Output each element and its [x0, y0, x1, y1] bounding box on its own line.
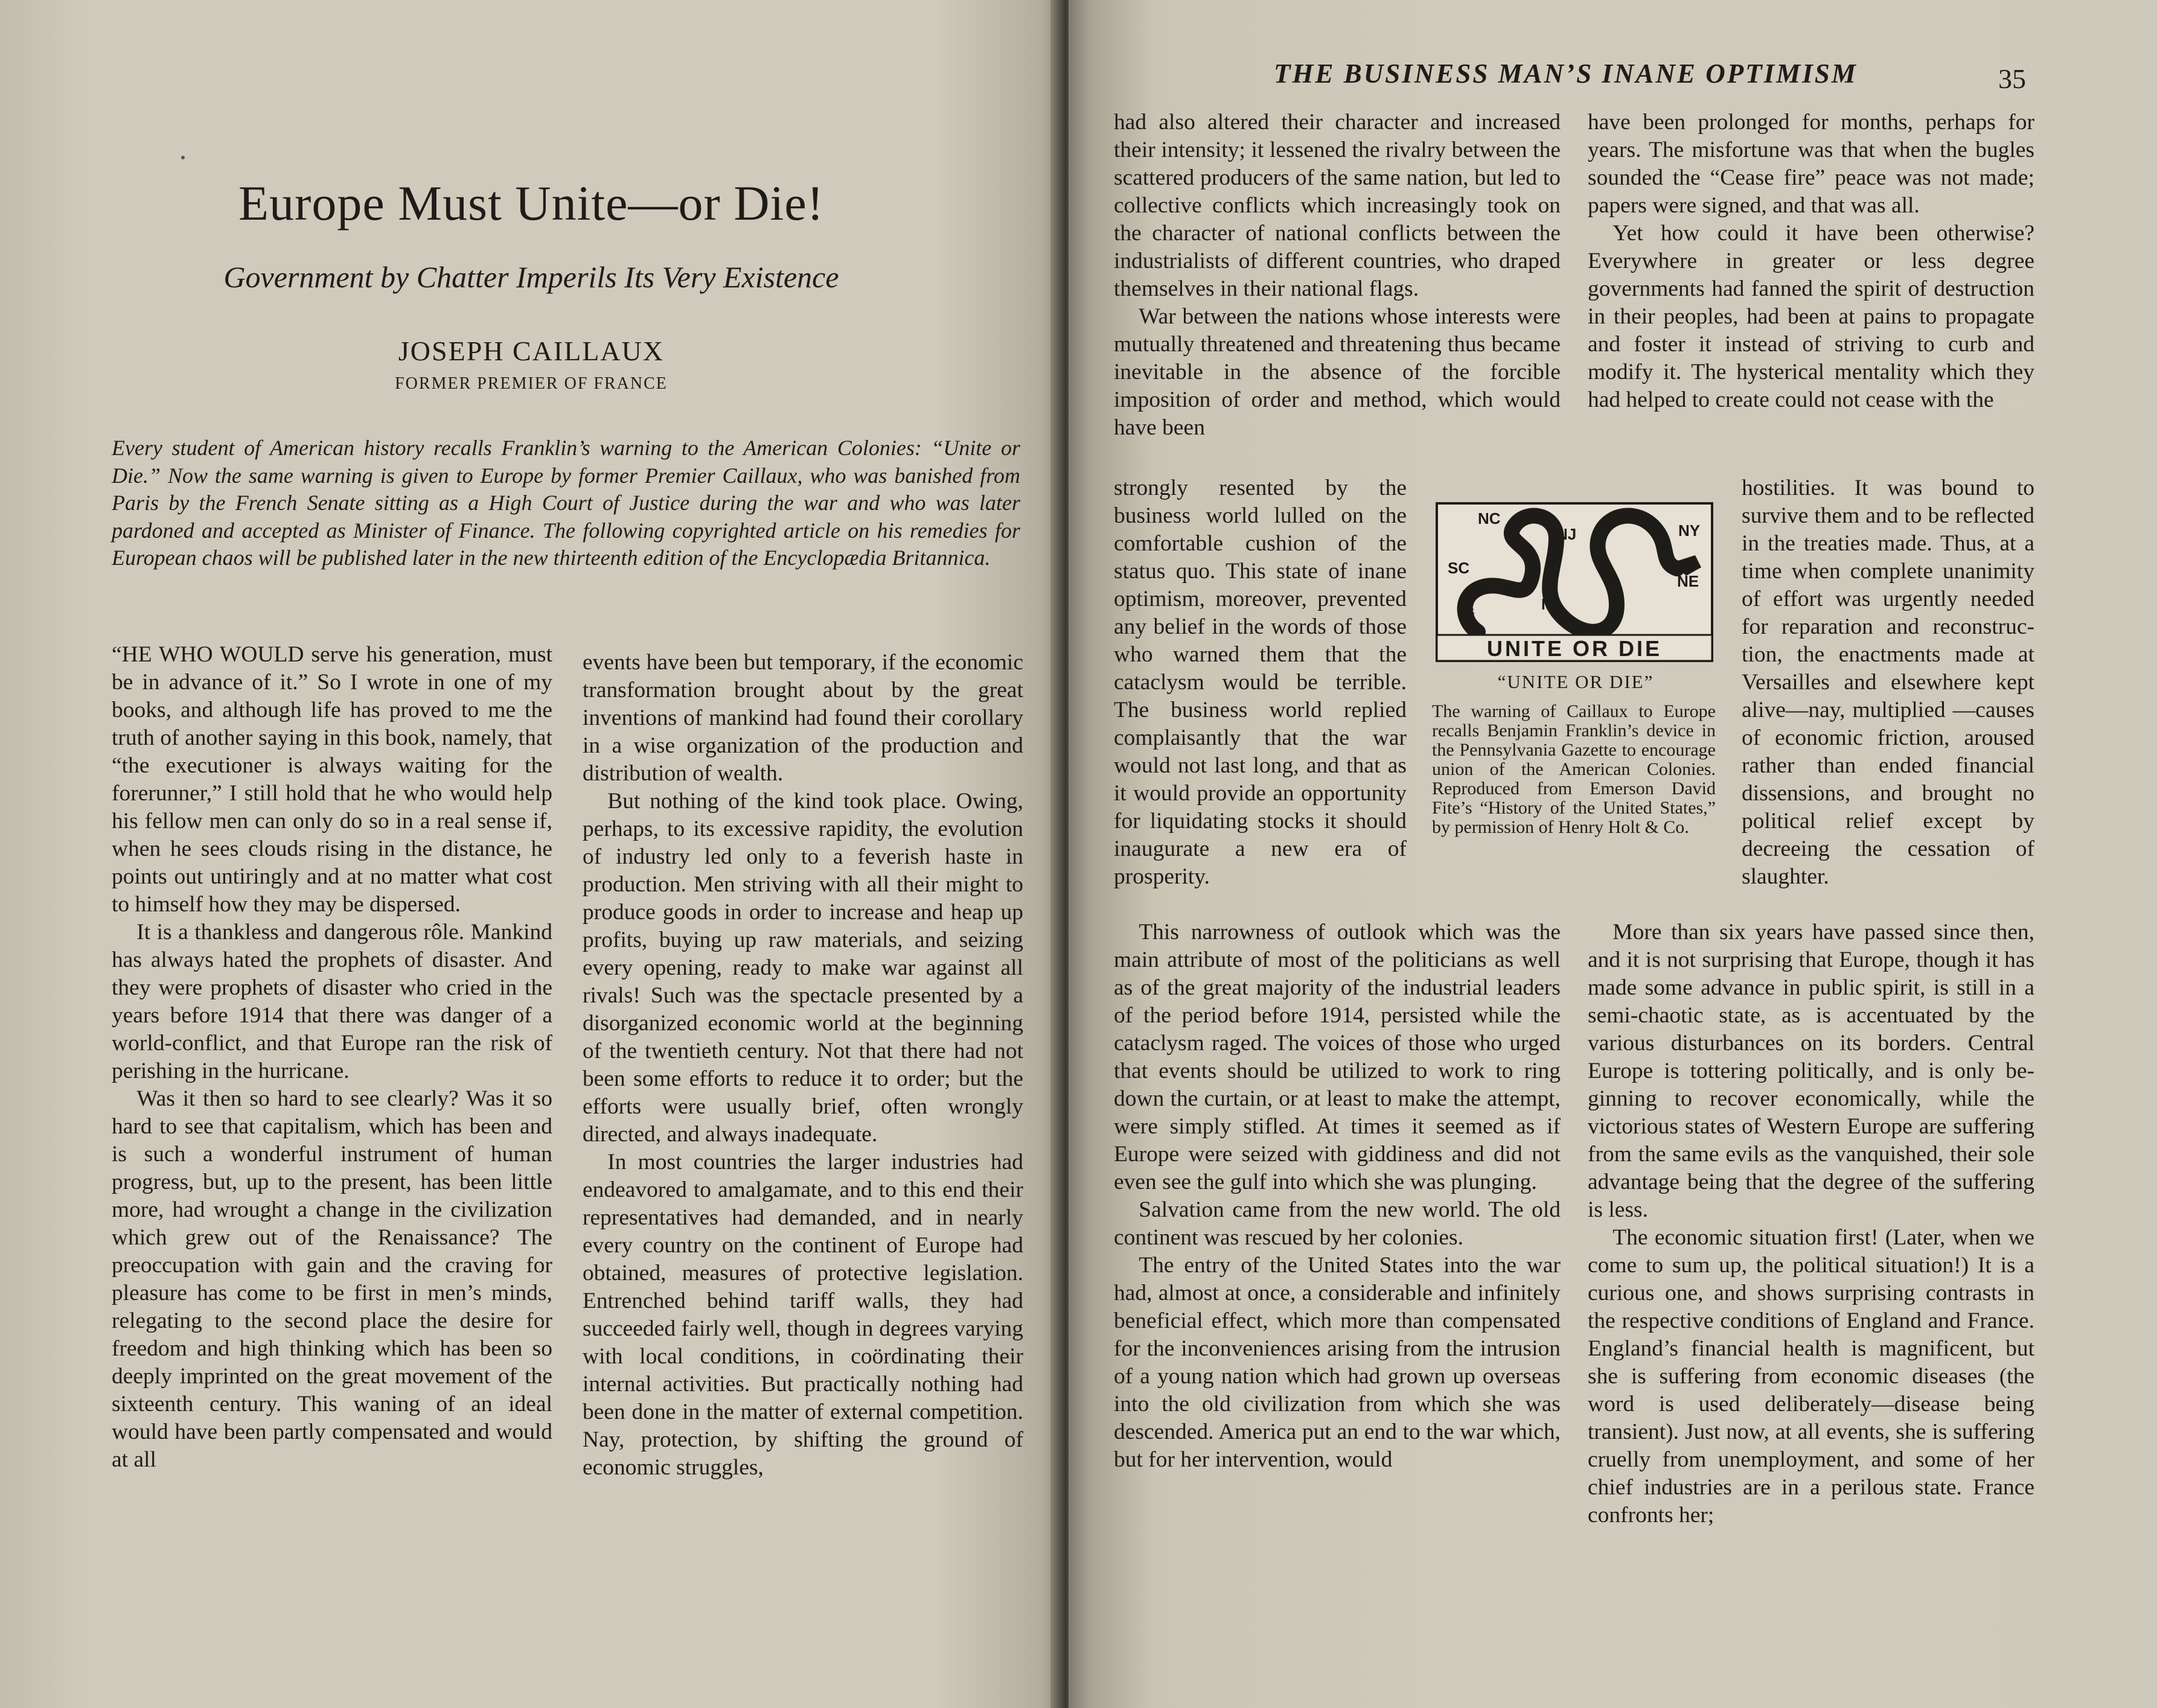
colony-label: NY	[1678, 521, 1701, 540]
paragraph: hostilities. It was bound to survive them and to be reflected in the treaties made. Thus, at a time when complete unanimity of effort was urgently needed for reparation and reconstruction, the enactments made at Versailles and elsewhere kept alive—nay, multiplied —causes of economic friction, aroused rather than ended financial dissensions, and brought no political relief except by decreeing the cessation of slaughter.	[1742, 476, 2034, 889]
paragraph: events have been but temporary, if the economic transformation brought about by the great inventions of mankind had found their corollary in a wise organization of the production and distribution of wealth.	[583, 650, 1023, 786]
banner-text: UNITE OR DIE	[1486, 636, 1663, 661]
paragraph: Salvation came from the new world. The old continent was rescued by her colonies.	[1114, 1197, 1561, 1250]
paragraph: This narrowness of outlook which was the main attribute of most of the politicians as well as of the great majority of the industrial leaders of the period before 1914, persisted while the cataclysm raged. The voices of those who urged that events should be utilized to work to ring down the curtain, or at least to make the attempt, were simply stifled. At times it seemed as if Europe were seized with giddiness and did not even see the gulf into which she was plunging.	[1114, 920, 1561, 1194]
right-column-2-narrow	[1742, 474, 2034, 891]
paragraph: It is a thankless and dangerous rôle. Mankind has always hated the prophets of disaster. And they were prophets of disaster who cried in the years before 1914 that there was danger of a world-conflict, and that Europe ran the risk of perishing in the hurricane.	[112, 920, 552, 1083]
paragraph: War between the nations whose interests were mutually threatened and threatening thus became inevitable in the absence of the forcible imposition of order and method, which would have been	[1114, 304, 1561, 440]
left-page	[0, 0, 1063, 1708]
colony-label: SC	[1448, 559, 1470, 577]
illustration-caption: The warning of Caillaux to Europe recalls Benjamin Franklin’s device in the Pennsylvania Gazette to encourage union of the American Colonies. Reproduced from Emerson David Fite’s “History of the United States,” by permission of Henry Holt & Co.	[1432, 701, 1716, 837]
paragraph: More than six years have passed since then, and it is not surprising that Europe, though it has made some advance in public spirit, is still in a semi-chaotic state, as is accentuated by the various disturbances on its borders. Central Europe is tottering politically, and is only beginning to recover economically, while the victorious states of Western Europe are suffering from the same evils as the vanquished, their sole advantage being that the degree of the suffering is less.	[1588, 920, 2034, 1222]
paragraph: “HE WHO WOULD serve his generation, must be in advance of it.” So I wrote in one of my books, and although life has proved to me the truth of another saying in this book, namely, that “the executioner is always waiting for the forerunner,” I still hold that he who would help his fellow men can only do so in a real sense if, when he sees clouds rising in the distance, he points out untiringly and at no matter what cost to himself how they may be dispersed.	[112, 642, 552, 917]
right-column-1-narrow	[1114, 474, 1407, 891]
colony-label: NE	[1677, 572, 1699, 590]
colony-label: P	[1611, 605, 1622, 623]
right-column-2-top	[1588, 109, 2034, 414]
paragraph: have been prolonged for months, perhaps for years. The misfortune was that when the bugles sounded the “Cease fire” peace was not made; papers were signed, and that was all.	[1588, 110, 2034, 218]
article-subtitle: Government by Chatter Imperils Its Very Existence	[223, 260, 839, 294]
author-name: JOSEPH CAILLAUX	[398, 336, 665, 366]
colony-label: NJ	[1556, 525, 1577, 543]
unite-or-die-illustration	[1436, 502, 1713, 662]
paragraph: The entry of the United States into the war had, almost at once, a considerable and infinitely beneficial effect, which more than compensated for the inconveniences arising from the intrusion of a young nation which had grown up overseas into the old civilization from which she was descended. America put an end to the war which, but for her intervention, would	[1114, 1253, 1561, 1472]
right-column-1-bottom	[1114, 919, 1561, 1474]
left-column-2	[583, 649, 1023, 1482]
colony-label: NC	[1478, 509, 1501, 527]
paragraph: strongly resented by the business world lulled on the comfortable cushion of the status quo. This state of inane optimism, moreover, prevented any belief in the words of those who warned them that the cataclysm would be terrible. The business world replied complaisantly that the war would not last long, and that as it would provide an opportunity for liquidating stocks it should inaugurate a new era of prosperity.	[1114, 476, 1407, 889]
paragraph: In most countries the larger industries had endeavored to amalgamate, and to this end their representatives had demanded, and in nearly every country on the continent of Europe had obtained, measures of protective legislation. Entrenched behind tariff walls, they had succeeded fairly well, though in degrees varying with local conditions, in coördinating their internal activities. But practically nothing had been done in the matter of external competition. Nay, protection, by shifting the ground of economic struggles,	[583, 1150, 1023, 1480]
ink-speck	[181, 156, 185, 159]
left-column-1	[112, 641, 552, 1474]
author-role: FORMER PREMIER OF FRANCE	[395, 374, 668, 393]
right-column-2-bottom	[1588, 919, 2034, 1529]
colony-label: M	[1541, 595, 1555, 613]
paragraph: Yet how could it have been otherwise? Everywhere in greater or less degree governments had fanned the spirit of destruction in their peoples, had been at pains to propagate and foster it instead of striving to curb and modify it. The hysterical mentality which they had helped to create could not cease with the	[1588, 221, 2034, 412]
running-head: THE BUSINESS MAN’S INANE OPTIMISM	[1274, 59, 1858, 89]
page-number: 35	[1998, 63, 2026, 94]
illustration-caption-title: “UNITE OR DIE”	[1497, 671, 1654, 692]
paragraph: Was it then so hard to see clearly? Was it so hard to see that capitalism, which has been and is such a wonderful instrument of human progress, but, up to the present, has been little more, had wrought a change in the civilization which grew out of the Renaissance? The preoccupation with gain and the craving for pleasure has come to be first in men’s minds, relegating to the second place the desire for freedom and high thinking which has been so deeply imprinted on the great movement of the sixteenth century. This waning of an ideal would have been partly compensated and would at all	[112, 1086, 552, 1472]
paragraph: had also altered their character and increased their intensity; it lessened the rivalry between the scattered producers of the same nation, but led to collective conflicts which increasingly took on the character of national conflicts between the industrialists of different countries, who draped themselves in their national flags.	[1114, 110, 1561, 301]
editor-intro: Every student of American history recalls Franklin’s warning to the American Colonies: “Unite or Die.” Now the same warning is given to Europe by former Premier Caillaux, who was banished from Paris by the French Senate sitting as a High Court of Justice during the war and who was later pardoned and accepted as Minister of Finance. The following copyrighted article on his remedies for European chaos will be published later in the new thirteenth edition of the Encyclopædia Britannica.	[112, 436, 1020, 570]
colony-label: V	[1529, 559, 1540, 577]
paragraph: The economic situation first! (Later, when we come to sum up, the political situation!) It is a curious one, and shows surprising contrasts in the respective conditions of England and France. England’s financial health is magnificent, but she is suffering from economic diseases (the word is used deliberately—disease being transient). Just now, at all events, she is suffering cruelly from unemployment, and some of her chief industries are in a perilous state. France confronts her;	[1588, 1225, 2034, 1528]
article-title: Europe Must Unite—or Die!	[238, 176, 825, 231]
colony-label: G	[1463, 604, 1475, 622]
right-column-1-top	[1114, 109, 1561, 442]
paragraph: But nothing of the kind took place. Owing, perhaps, to its excessive rapidity, the evolution of industry led only to a feverish haste in production. Men striving with all their might to produce goods in order to increase and heap up profits, buying up raw materials, and seizing every opening, ready to make war against all rivals! Such was the spectacle presented by a disorganized economic world at the beginning of the twentieth century. Not that there had not been some efforts to reduce it to order; but the efforts were usually brief, often wrongly directed, and always inadequate.	[583, 789, 1023, 1147]
